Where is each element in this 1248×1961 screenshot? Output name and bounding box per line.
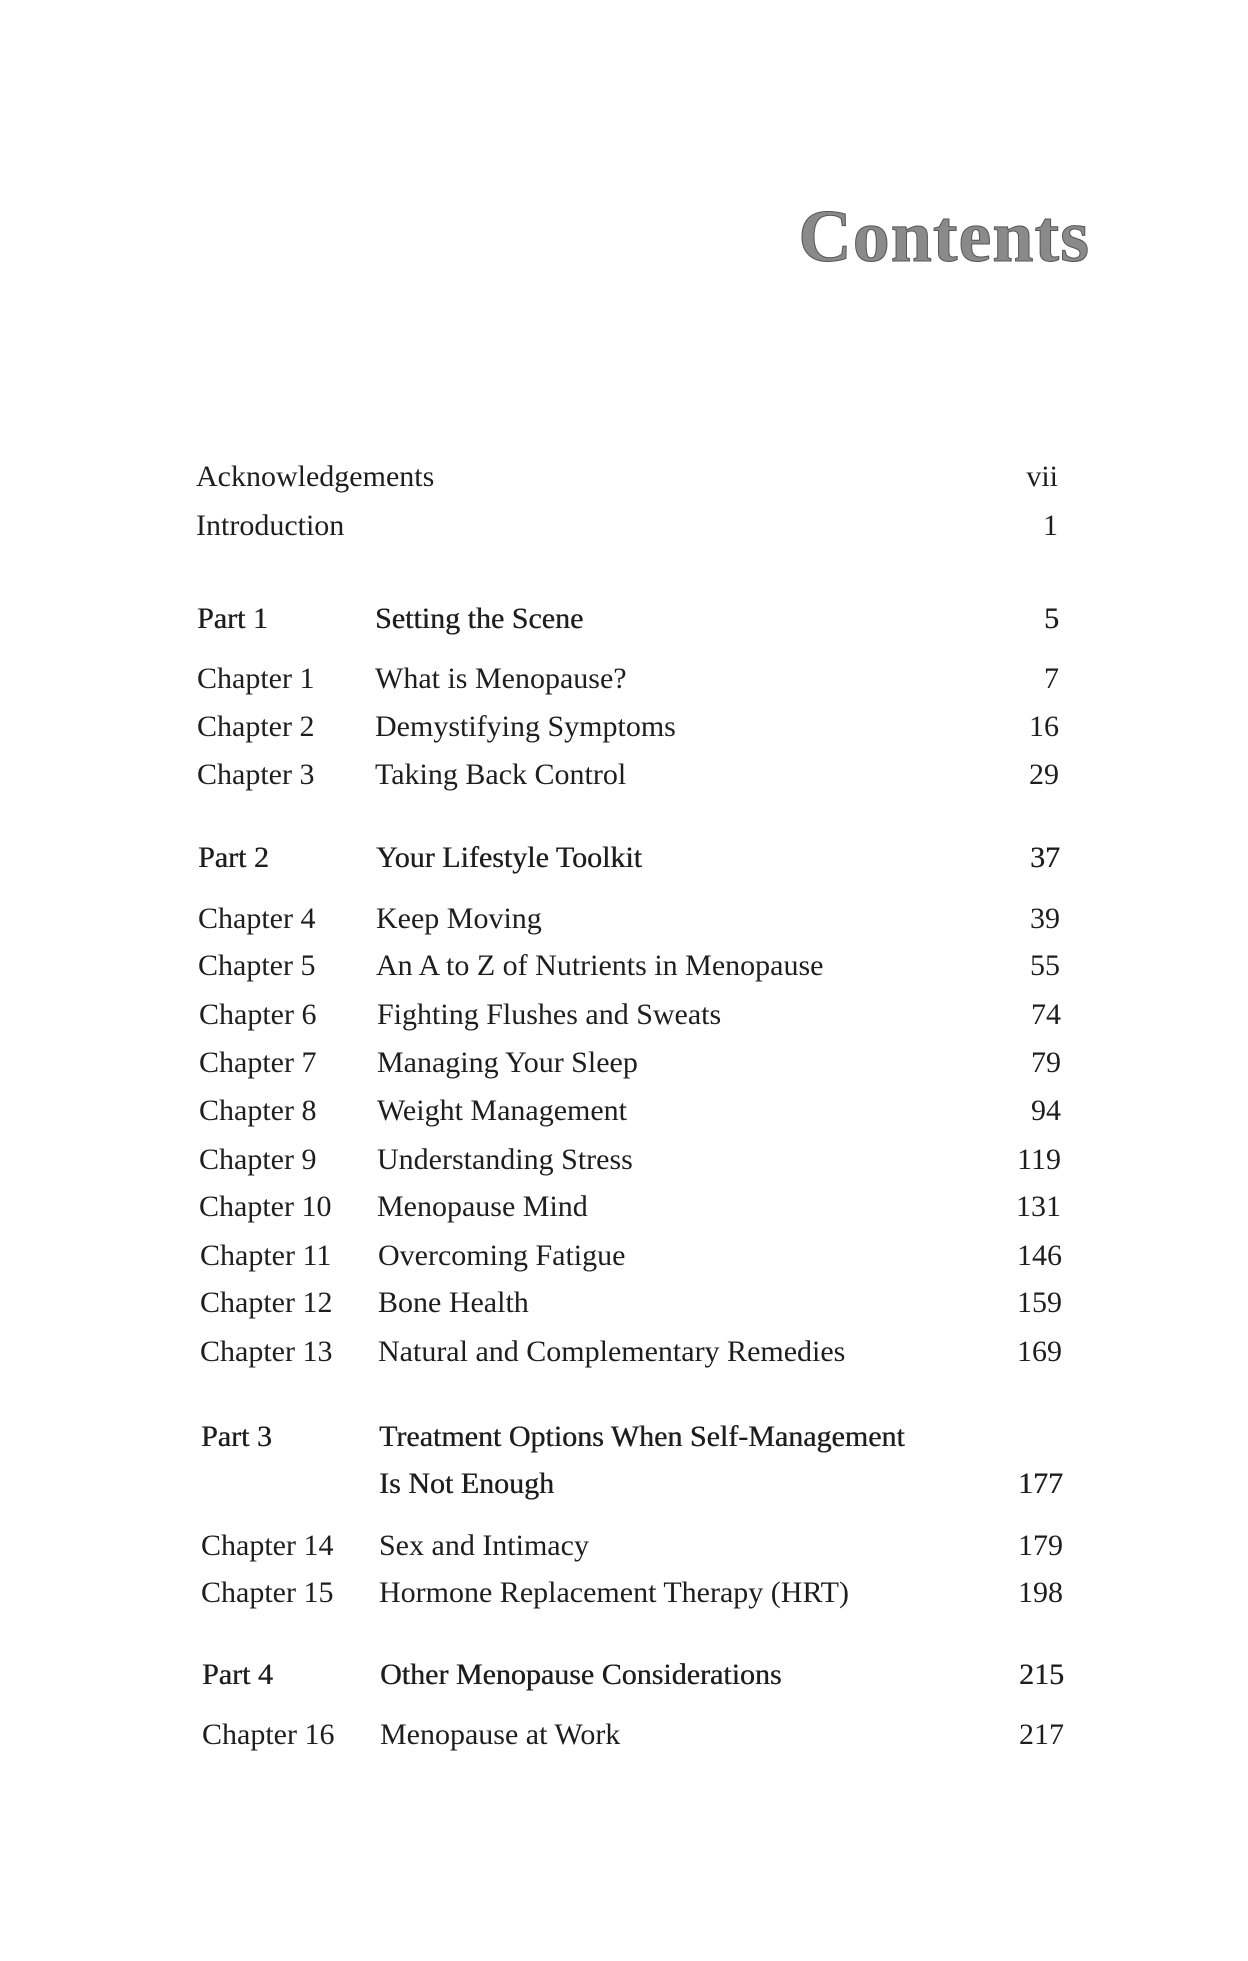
toc-label: Chapter 4	[198, 902, 316, 935]
toc-label: Part 2	[198, 841, 269, 874]
toc-page-number: 146	[1017, 1239, 1062, 1272]
toc-title: Understanding Stress	[377, 1143, 633, 1176]
toc-page-number: 74	[1031, 998, 1061, 1031]
toc-title: Other Menopause Considerations	[380, 1658, 782, 1691]
toc-title: Keep Moving	[376, 902, 542, 935]
toc-label: Chapter 15	[201, 1576, 334, 1609]
toc-chapter-row	[0, 899, 1248, 939]
toc-label: Chapter 9	[199, 1143, 317, 1176]
toc-chapter-row	[0, 1283, 1248, 1323]
toc-chapter-row	[0, 707, 1248, 747]
toc-part-row	[0, 1464, 1248, 1504]
toc-chapter-row	[0, 1526, 1248, 1566]
toc-title: Overcoming Fatigue	[378, 1239, 626, 1272]
toc-title: Your Lifestyle Toolkit	[376, 841, 642, 874]
toc-page-number: 5	[1044, 602, 1059, 635]
toc-page-number: 79	[1031, 1046, 1061, 1079]
toc-label: Chapter 16	[202, 1718, 335, 1751]
toc-title: Treatment Options When Self-Management	[379, 1420, 905, 1453]
toc-chapter-row	[0, 659, 1248, 699]
toc-label: Part 3	[201, 1420, 272, 1453]
toc-page-number: 169	[1017, 1335, 1062, 1368]
toc-chapter-row	[0, 1573, 1248, 1613]
toc-label: Chapter 13	[200, 1335, 333, 1368]
toc-page-number: vii	[1026, 460, 1058, 493]
toc-title: Bone Health	[378, 1286, 529, 1319]
toc-chapter-row	[0, 1140, 1248, 1180]
toc-title: Taking Back Control	[375, 758, 627, 791]
toc-part-row	[0, 599, 1248, 639]
toc-title: Is Not Enough	[379, 1467, 554, 1500]
toc-page-number: 119	[1017, 1143, 1061, 1176]
toc-label: Acknowledgements	[196, 460, 435, 493]
toc-label: Chapter 14	[201, 1529, 334, 1562]
toc-page-number: 39	[1030, 902, 1060, 935]
toc-chapter-row	[0, 946, 1248, 986]
toc-title: Demystifying Symptoms	[375, 710, 676, 743]
toc-label: Chapter 3	[197, 758, 315, 791]
toc-label: Chapter 11	[200, 1239, 332, 1272]
toc-label: Chapter 5	[198, 949, 316, 982]
toc-page-number: 1	[1043, 509, 1058, 542]
toc-page-number: 198	[1018, 1576, 1063, 1609]
toc-chapter-row	[0, 755, 1248, 795]
toc-page-number: 159	[1017, 1286, 1062, 1319]
toc-title: Natural and Complementary Remedies	[378, 1335, 846, 1368]
toc-title: Hormone Replacement Therapy (HRT)	[379, 1576, 849, 1609]
toc-chapter-row	[0, 995, 1248, 1035]
toc-chapter-row	[0, 1236, 1248, 1276]
toc-label: Chapter 6	[199, 998, 317, 1031]
toc-page-number: 215	[1019, 1658, 1064, 1691]
toc-chapter-row	[0, 1715, 1248, 1755]
toc-chapter-row	[0, 1332, 1248, 1372]
toc-title: What is Menopause?	[375, 662, 627, 695]
page-title: Contents	[798, 196, 1090, 278]
toc-page-number: 217	[1019, 1718, 1064, 1751]
toc-page-number: 131	[1016, 1190, 1061, 1223]
toc-page-number: 29	[1029, 758, 1059, 791]
toc-title: Weight Management	[377, 1094, 628, 1127]
toc-page-number: 179	[1018, 1529, 1063, 1562]
toc-title: Setting the Scene	[375, 602, 584, 635]
toc-part-row	[0, 1655, 1248, 1695]
toc-page-number: 16	[1029, 710, 1059, 743]
toc-label: Chapter 8	[199, 1094, 317, 1127]
toc-page-number: 7	[1044, 662, 1059, 695]
toc-title: Sex and Intimacy	[379, 1529, 589, 1562]
toc-title: Fighting Flushes and Sweats	[377, 998, 722, 1031]
toc-label: Chapter 1	[197, 662, 315, 695]
toc-page-number: 37	[1030, 841, 1060, 874]
toc-chapter-row	[0, 1043, 1248, 1083]
toc-page-number: 94	[1031, 1094, 1061, 1127]
toc-chapter-row	[0, 457, 1248, 497]
toc-page-number: 177	[1018, 1467, 1063, 1500]
toc-label: Chapter 2	[197, 710, 315, 743]
toc-page-number: 55	[1030, 949, 1060, 982]
toc-label: Chapter 7	[199, 1046, 317, 1079]
toc-label: Chapter 10	[199, 1190, 332, 1223]
toc-title: Menopause Mind	[377, 1190, 588, 1223]
toc-part-row	[0, 838, 1248, 878]
toc-label: Introduction	[196, 509, 345, 542]
toc-part-row	[0, 1417, 1248, 1457]
toc-title: Menopause at Work	[380, 1718, 621, 1751]
toc-label: Part 4	[202, 1658, 273, 1691]
toc-label: Part 1	[197, 602, 268, 635]
toc-title: Managing Your Sleep	[377, 1046, 638, 1079]
toc-label: Chapter 12	[200, 1286, 333, 1319]
toc-chapter-row	[0, 506, 1248, 546]
toc-chapter-row	[0, 1187, 1248, 1227]
toc-chapter-row	[0, 1091, 1248, 1131]
toc-title: An A to Z of Nutrients in Menopause	[376, 949, 824, 982]
